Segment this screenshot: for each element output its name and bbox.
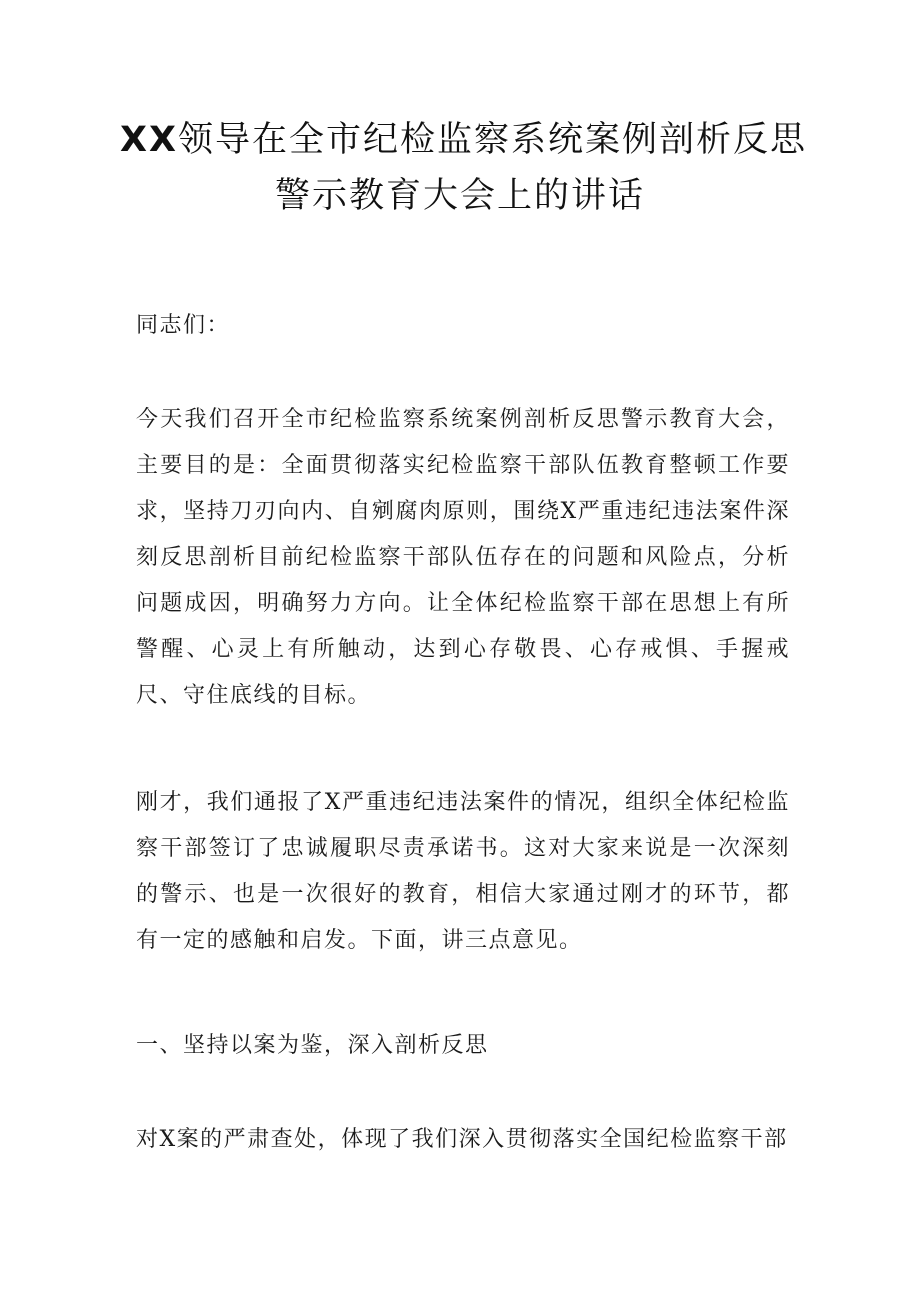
- salutation: 同志们：: [136, 313, 231, 338]
- document-title-line-2: 警示教育大会上的讲话: [274, 176, 645, 216]
- section-heading-1: 一、坚持以案为鉴，深入剖析反思: [136, 1033, 489, 1058]
- body-paragraph-2: 刚才，我们通报了X严重违纪违法案件的情况，组织全体纪检监察干部签订了忠诚履职尽责承诺书。这对大家来说是一次深刻的警示、也是一次很好的教育，相信大家通过刚才的环节，都有一定的感触和启发。下面，讲三点意见。: [136, 790, 790, 953]
- document-title-line-1: [120, 114, 807, 166]
- title-line-1-text: 领导在全市纪检监察系统案例剖析反思: [177, 120, 807, 160]
- title-prefix: XX: [120, 120, 178, 160]
- body-paragraph-1: 今天我们召开全市纪检监察系统案例剖析反思警示教育大会，主要目的是：全面贯彻落实纪检监察干部队伍教育整顿工作要求，坚持刀刃向内、自剜腐肉原则，围绕X严重违纪违法案件深刻反思剖析目前纪检监察干部队伍存在的问题和风险点，分析问题成因，明确努力方向。让全体纪检监察干部在思想上有所警醒、心灵上有所触动，达到心存敬畏、心存戒惧、手握戒尺、守住底线的目标。: [136, 407, 790, 708]
- body-paragraph-3: 对X案的严肃查处，体现了我们深入贯彻落实全国纪检监察干部: [136, 1127, 788, 1152]
